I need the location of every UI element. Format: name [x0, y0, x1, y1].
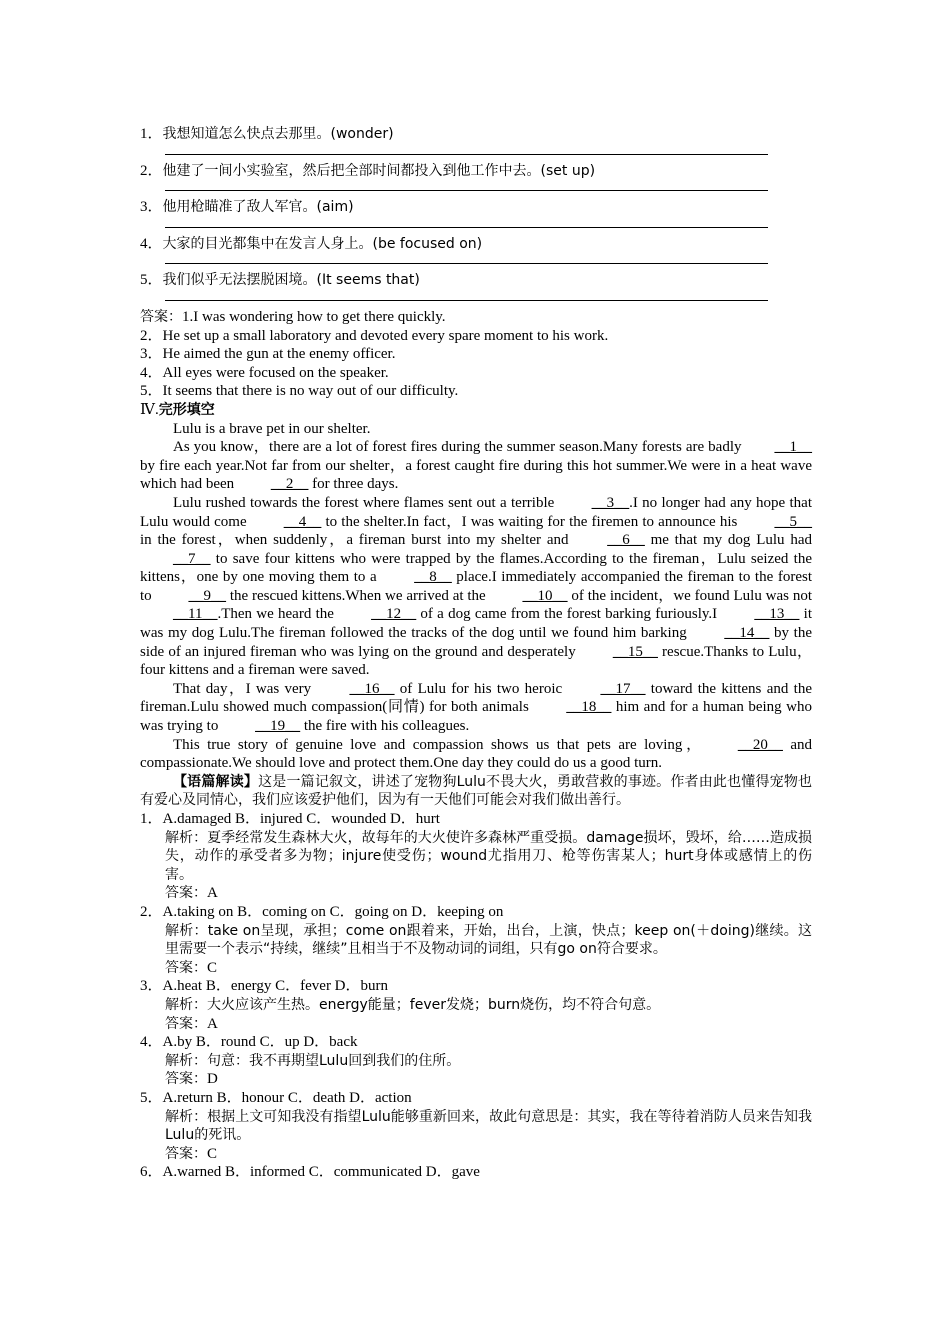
question-list	[140, 810, 812, 1182]
cloze-blank[interactable]: __17__	[600, 680, 646, 697]
cloze-text: for three days.	[308, 476, 399, 493]
question-analysis: 解析：大火应该产生热。energy能量；fever发烧；burn烧伤，均不符合句意。	[165, 996, 661, 1013]
answer-2: 2．He set up a small laboratory and devoted every spare moment to his work.	[140, 327, 609, 344]
cloze-paragraph-3	[140, 494, 812, 680]
answer-line-4[interactable]	[140, 253, 812, 271]
cloze-text: This true story of genuine love and compassion shows us that pets are loving，	[173, 736, 705, 753]
cloze-paragraph-1: Lulu is a brave pet in our shelter.	[173, 420, 371, 437]
cloze-text: and compassionate.We should love and protect them.One day they could do us a good turn.	[140, 736, 812, 772]
answer-5: 5．It seems that there is no way out of our difficulty.	[140, 383, 459, 400]
translation-item-5: 5．我们似乎无法摆脱困境。(It seems that)	[140, 272, 420, 289]
cloze-blank[interactable]: __11__	[173, 606, 218, 623]
cloze-blank[interactable]: __9__	[188, 587, 227, 604]
cloze-blank[interactable]: __6__	[607, 532, 645, 549]
question-options: A.warned B．informed C．communicated D．gave	[162, 1164, 480, 1181]
answer-3: 3．He aimed the gun at the enemy officer.	[140, 346, 396, 363]
question-2: 2．A.taking on B．coming on C．going on D．keeping on 解析：take on呈现，承担；come on跟着来，开始，出台，上演，快点；keep on(＋doing)继续。这里需要一个表示“持续，继续”且相当于不及物动词的词组，只有go on符合要求。 答案：C	[140, 903, 813, 976]
question-analysis: 解析：句意：我不再期望Lulu回到我们的住所。	[165, 1052, 461, 1069]
answer-4: 4．All eyes were focused on the speaker.	[140, 364, 389, 381]
cloze-blank[interactable]: __15__	[612, 643, 658, 660]
question-options: A.by B．round C．up D．back	[162, 1034, 358, 1051]
cloze-blank[interactable]: __2__	[270, 476, 309, 493]
cloze-text: .I no longer had any hope that Lulu would come	[140, 494, 812, 530]
question-answer: 答案：A	[165, 1015, 218, 1032]
question-answer: 答案：D	[165, 1071, 218, 1088]
cloze-paragraph-2	[140, 438, 812, 494]
question-1: 1．A.damaged B．injured C．wounded D．hurt 解析：夏季经常发生森林大火，故每年的大火使许多森林严重受损。damage损坏，毁坏，给……造成损失，动作的承受者多为物；injure使受伤；wound尤指用刀、枪等伤害某人；hurt身体或感情上的伤害。 答案：A	[140, 811, 813, 902]
question-analysis: 解析：根据上文可知我没有指望Lulu能够重新回来，故此句意思是：其实，我在等待着消防人员来告知我Lulu的死讯。	[165, 1108, 813, 1144]
answer-line-5[interactable]	[140, 290, 812, 308]
question-answer: 答案：C	[165, 1145, 218, 1162]
cloze-blank[interactable]: __8__	[414, 569, 452, 586]
cloze-blank[interactable]: __16__	[349, 680, 395, 697]
answer-line-1[interactable]	[140, 144, 812, 162]
section-heading: Ⅳ.完形填空	[140, 401, 215, 418]
question-options: A.taking on B．coming on C．going on D．keeping on	[162, 903, 504, 920]
cloze-blank[interactable]: __7__	[173, 550, 211, 567]
cloze-text: me that my dog Lulu had	[644, 532, 812, 549]
cloze-text: place.I immediately accompanied the fireman to the forest to	[140, 569, 812, 604]
question-6: 6．A.warned B．informed C．communicated D．gave	[140, 1164, 480, 1181]
document-page	[140, 125, 812, 1182]
cloze-blank[interactable]: __18__	[566, 699, 612, 716]
cloze-blank[interactable]: __20__	[737, 736, 783, 753]
cloze-blank[interactable]: __3__	[591, 494, 630, 511]
translation-item-3: 3．他用枪瞄准了敌人军官。(aim)	[140, 199, 354, 216]
question-analysis: 解析：take on呈现，承担；come on跟着来，开始，出台，上演，快点；keep on(＋doing)继续。这里需要一个表示“持续，继续”且相当于不及物动词的词组，只有go on符合要求。	[165, 922, 813, 958]
cloze-text: to save four kittens who were trapped by the flames.According to the fireman，Lulu seized the kittens，one by one moving them to a	[140, 550, 812, 586]
passage-analysis: 【语篇解读】这是一篇记叙文，讲述了宠物狗Lulu不畏大火，勇敢营救的事迹。作者由此也懂得宠物也有爱心及同情心，我们应该爱护他们，因为有一天他们可能会对我们做出善行。	[140, 773, 813, 809]
cloze-text: the rescued kittens.When we arrived at the	[226, 587, 490, 604]
cloze-text: him and for a human being who was trying to	[140, 699, 812, 735]
cloze-blank[interactable]: __10__	[522, 587, 568, 604]
cloze-section	[140, 401, 812, 773]
cloze-text: Lulu rushed towards the forest where flames sent out a terrible	[173, 494, 559, 511]
cloze-blank[interactable]: __1__	[774, 439, 812, 456]
cloze-text: .Then we heard the	[217, 606, 339, 623]
translation-item-4: 4．大家的目光都集中在发言人身上。(be focused on)	[140, 235, 483, 252]
question-answer: 答案：A	[165, 885, 218, 902]
translation-section	[140, 125, 812, 401]
cloze-blank[interactable]: __12__	[371, 606, 417, 623]
answer-line-3[interactable]	[140, 217, 812, 235]
cloze-blank[interactable]: __13__	[754, 606, 800, 623]
cloze-text: rescue.Thanks to Lulu，four kittens and a fireman were saved.	[140, 643, 812, 679]
cloze-blank[interactable]: __14__	[724, 625, 770, 642]
question-options: A.return B．honour C．death D．action	[162, 1089, 412, 1106]
cloze-text: to the shelter.In fact，I was waiting for the firemen to announce his	[321, 513, 742, 530]
cloze-blank[interactable]: __4__	[283, 513, 322, 530]
cloze-text: in the forest，when suddenly，a fireman burst into my shelter and	[140, 532, 575, 549]
cloze-text: That day，I was very	[173, 680, 317, 697]
answer-line-2[interactable]	[140, 180, 812, 198]
question-options: A.heat B．energy C．fever D．burn	[162, 978, 389, 995]
cloze-text: it was my dog Lulu.The fireman followed the tracks of the dog until we found him barking	[140, 606, 812, 642]
cloze-paragraph-4	[140, 680, 812, 736]
answer-1: 答案：1.I was wondering how to get there quickly.	[140, 308, 446, 325]
cloze-text: toward the kittens and the fireman.Lulu showed much compassion(同情) for both animals	[140, 680, 812, 716]
question-answer: 答案：C	[165, 959, 218, 976]
cloze-paragraph-5	[140, 736, 812, 773]
question-analysis: 解析：夏季经常发生森林大火，故每年的大火使许多森林严重受损。damage损坏，毁坏，给……造成损失，动作的承受者多为物；injure使受伤；wound尤指用刀、枪等伤害某人；hurt身体或感情上的伤害。	[165, 829, 813, 883]
question-4: 4．A.by B．round C．up D．back 解析：句意：我不再期望Lulu回到我们的住所。 答案：D	[140, 1033, 812, 1089]
cloze-text: As you know，there are a lot of forest fires during the summer season.Many forests are badly	[173, 439, 742, 456]
cloze-text: by fire each year.Not far from our shelter，a forest caught fire during this hot summer.We were in a heat wave which had been	[140, 457, 812, 493]
translation-item-2: 2．他建了一间小实验室，然后把全部时间都投入到他工作中去。(set up)	[140, 162, 596, 179]
question-5: 5．A.return B．honour C．death D．action 解析：根据上文可知我没有指望Lulu能够重新回来，故此句意思是：其实，我在等待着消防人员来告知我Lulu的死讯。 答案：C	[140, 1089, 813, 1162]
cloze-text: of a dog came from the forest barking furiously.I	[416, 606, 722, 623]
question-3: 3．A.heat B．energy C．fever D．burn 解析：大火应该产生热。energy能量；fever发烧；burn烧伤，均不符合句意。 答案：A	[140, 977, 812, 1033]
cloze-blank[interactable]: __5__	[774, 513, 812, 530]
cloze-text: by the side of an injured fireman who was lying on the ground and desperately	[140, 625, 813, 660]
cloze-text: of the incident，we found Lulu was not	[567, 587, 813, 604]
cloze-text: the fire with his colleagues.	[300, 718, 470, 735]
translation-item-1: 1．我想知道怎么快点去那里。(wonder)	[140, 126, 394, 142]
cloze-blank[interactable]: __19__	[255, 718, 301, 735]
cloze-text: of Lulu for his two heroic	[394, 680, 568, 697]
question-options: A.damaged B．injured C．wounded D．hurt	[162, 811, 440, 827]
